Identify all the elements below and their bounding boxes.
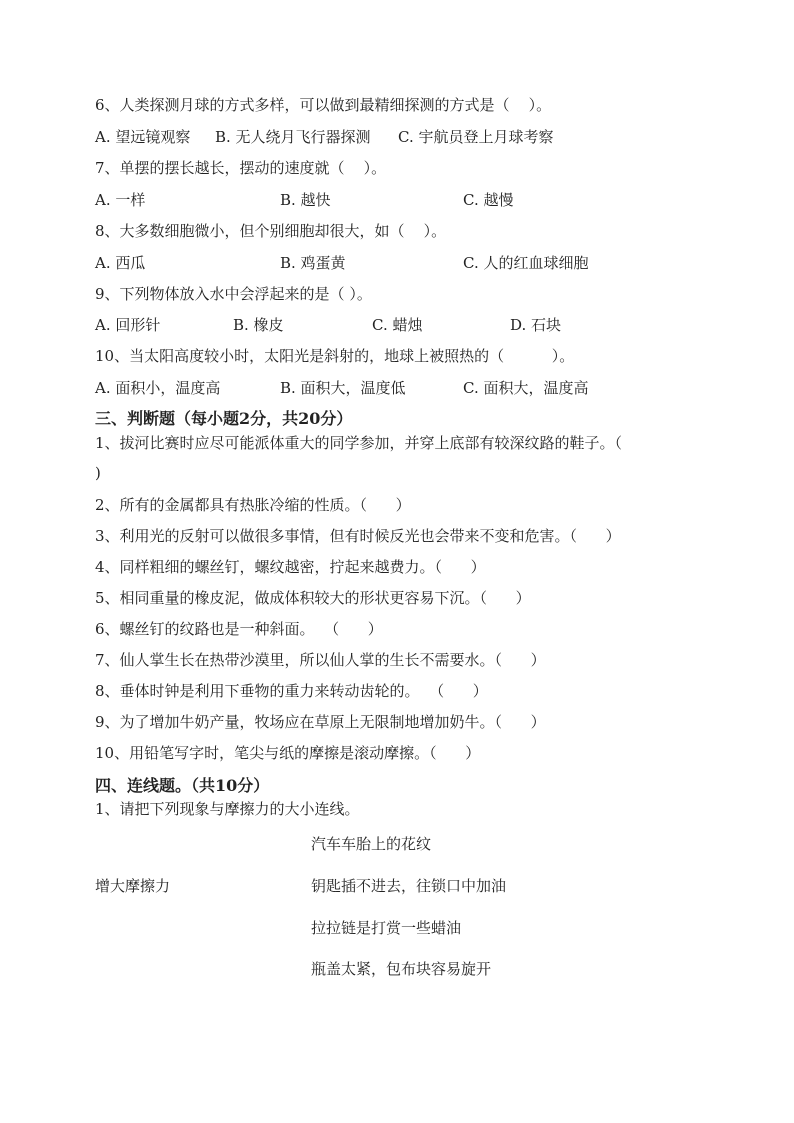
judge-item-10: 10、用铅笔写字时，笔尖与纸的摩擦是滚动摩擦。（ ） (95, 744, 481, 762)
judge-item-9: 9、为了增加牛奶产量，牧场应在草原上无限制地增加奶牛。（ ） (95, 713, 546, 731)
matching-right-item-2: 钥匙插不进去，往锁口中加油 (311, 877, 507, 895)
q10-option-a: A. 面积小，温度高 (95, 379, 221, 397)
q8-option-a: A. 西瓜 (95, 254, 146, 272)
q9-option-c: C. 蜡烛 (372, 316, 423, 334)
q7-option-b: B. 越快 (280, 191, 331, 209)
question-8-stem: 8、大多数细胞微小，但个别细胞却很大，如（ ）。 (95, 222, 447, 240)
judge-item-7: 7、仙人掌生长在热带沙漠里，所以仙人掌的生长不需要水。（ ） (95, 651, 546, 669)
judge-item-4: 4、同样粗细的螺丝钉，螺纹越密，拧起来越费力。（ ） (95, 558, 486, 576)
judge-item-3: 3、利用光的反射可以做很多事情，但有时候反光也会带来不变和危害。（ ） (95, 527, 621, 545)
section-3-title: 三、判断题（每小题2分，共20分） (95, 409, 353, 428)
judge-item-6: 6、螺丝钉的纹路也是一种斜面。 （ ） (95, 620, 383, 638)
q9-option-d: D. 石块 (510, 316, 562, 334)
matching-left-item: 增大摩擦力 (95, 877, 171, 895)
q6-option-c: C. 宇航员登上月球考察 (398, 128, 554, 146)
q10-option-b: B. 面积大，温度低 (280, 379, 406, 397)
judge-item-1: 1、拔河比赛时应尽可能派体重大的同学参加，并穿上底部有较深纹路的鞋子。（ (95, 434, 623, 452)
judge-item-2: 2、所有的金属都具有热胀冷缩的性质。（ ） (95, 496, 411, 514)
question-7-stem: 7、单摆的摆长越长，摆动的速度就（ ）。 (95, 159, 387, 177)
judge-item-8: 8、垂体时钟是利用下垂物的重力来转动齿轮的。 （ ） (95, 682, 488, 700)
matching-question: 1、请把下列现象与摩擦力的大小连线。 (95, 800, 360, 818)
judge-item-5: 5、相同重量的橡皮泥，做成体积较大的形状更容易下沉。（ ） (95, 589, 531, 607)
section-4-title: 四、连线题。（共10分） (95, 776, 270, 795)
matching-right-item-4: 瓶盖太紧，包布块容易旋开 (311, 960, 492, 978)
judge-item-1-continuation: ) (95, 464, 101, 482)
matching-right-item-3: 拉拉链是打赏一些蜡油 (311, 919, 462, 937)
q6-option-a: A. 望远镜观察 (95, 128, 191, 146)
q6-option-b: B. 无人绕月飞行器探测 (215, 128, 371, 146)
q8-option-c: C. 人的红血球细胞 (463, 254, 589, 272)
q7-option-c: C. 越慢 (463, 191, 514, 209)
question-6-stem: 6、人类探测月球的方式多样，可以做到最精细探测的方式是（ ）。 (95, 96, 552, 114)
q7-option-a: A. 一样 (95, 191, 146, 209)
question-9-stem: 9、下列物体放入水中会浮起来的是（ ）。 (95, 285, 372, 303)
q9-option-a: A. 回形针 (95, 316, 161, 334)
q10-option-c: C. 面积大，温度高 (463, 379, 589, 397)
q9-option-b: B. 橡皮 (233, 316, 284, 334)
matching-right-item-1: 汽车车胎上的花纹 (311, 835, 432, 853)
question-10-stem: 10、当太阳高度较小时，太阳光是斜射的，地球上被照热的（ ）。 (95, 347, 575, 365)
q8-option-b: B. 鸡蛋黄 (280, 254, 346, 272)
